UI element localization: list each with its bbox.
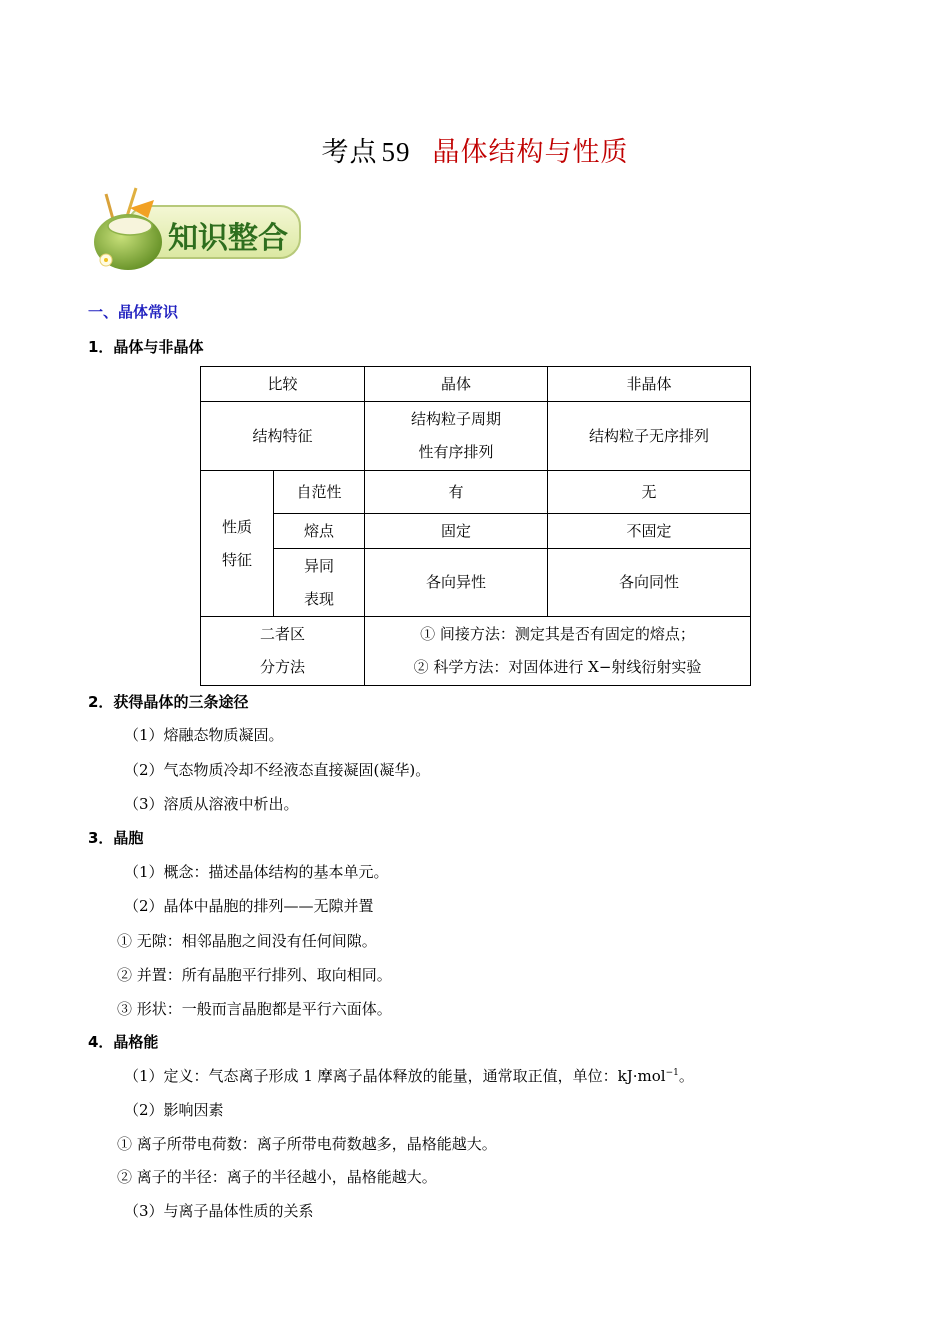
melt-amorphous: 不固定	[548, 514, 751, 549]
title-topic: 晶体结构与性质	[432, 137, 629, 168]
list-item: （3）与离子晶体性质的关系	[124, 1202, 314, 1220]
aniso-amorphous: 各向同性	[548, 549, 751, 617]
list-item: ① 无隙：相邻晶胞之间没有任何间隙。	[117, 932, 377, 950]
header-compare: 比较	[201, 367, 365, 402]
list-item: （2）晶体中晶胞的排列——无隙并置	[124, 897, 374, 915]
header-amorphous: 非晶体	[548, 367, 751, 402]
table-row	[201, 367, 751, 402]
table-row	[201, 471, 751, 514]
self-label: 自范性	[274, 471, 365, 514]
sub1-heading: 1．晶体与非晶体	[88, 338, 204, 356]
distinguish-label-cell	[201, 617, 365, 686]
aniso-label-line1: 异同	[304, 556, 335, 575]
prop-label-cell	[201, 471, 274, 617]
list-item: ② 并置：所有晶胞平行排列、取向相同。	[117, 966, 392, 984]
list-item: （2）影响因素	[124, 1101, 224, 1119]
sub4-heading: 4．晶格能	[88, 1033, 159, 1051]
sub2-heading: 2．获得晶体的三条途径	[88, 693, 249, 711]
method-1: ① 间接方法：测定其是否有固定的熔点；	[420, 625, 695, 643]
method-2: ② 科学方法：对固体进行 X−射线衍射实验	[413, 658, 702, 676]
struct-crystal-cell	[365, 402, 548, 471]
table-row	[201, 617, 751, 686]
list-item: ① 离子所带电荷数：离子所带电荷数越多，晶格能越大。	[117, 1135, 497, 1153]
header-crystal: 晶体	[365, 367, 548, 402]
unit-exponent: −1	[665, 1068, 679, 1078]
struct-amorphous: 结构粒子无序排列	[548, 402, 751, 471]
distinguish-line1: 二者区	[260, 625, 306, 643]
title-number: 59	[381, 137, 411, 167]
melt-crystal: 固定	[365, 514, 548, 549]
knowledge-badge	[88, 186, 308, 276]
page-title	[0, 130, 950, 169]
crystal-comparison-table	[200, 366, 751, 686]
list-item	[124, 1065, 694, 1086]
prop-label-line1: 性质	[221, 517, 252, 536]
aniso-label-line2: 表现	[304, 589, 335, 608]
list-item: （3）溶质从溶液中析出。	[124, 795, 299, 813]
methods-cell	[365, 617, 751, 686]
self-crystal: 有	[365, 471, 548, 514]
list-item: ③ 形状：一般而言晶胞都是平行六面体。	[117, 1000, 392, 1018]
list-item: （2）气态物质冷却不经液态直接凝固(凝华)。	[124, 761, 431, 779]
aniso-label-cell	[274, 549, 365, 617]
self-amorphous: 无	[548, 471, 751, 514]
list-item: （1）熔融态物质凝固。	[124, 726, 284, 744]
definition-end: 。	[678, 1067, 694, 1085]
list-item: ② 离子的半径：离子的半径越小，晶格能越大。	[117, 1168, 437, 1186]
table-row	[201, 549, 751, 617]
struct-crystal-line1: 结构粒子周期	[411, 410, 502, 428]
lattice-definition: （1）定义：气态离子形成 1 摩离子晶体释放的能量，通常取正值，单位：kJ·mol	[124, 1067, 666, 1085]
prop-label-line2: 特征	[221, 550, 252, 569]
table-row	[201, 402, 751, 471]
struct-crystal-line2: 性有序排列	[418, 443, 494, 461]
list-item: （1）概念：描述晶体结构的基本单元。	[124, 863, 389, 881]
struct-label: 结构特征	[201, 402, 365, 471]
melt-label: 熔点	[274, 514, 365, 549]
title-prefix: 考点	[321, 137, 378, 168]
table-row	[201, 514, 751, 549]
aniso-crystal: 各向异性	[365, 549, 548, 617]
coconut-badge-icon	[88, 186, 308, 276]
sub3-heading: 3．晶胞	[88, 829, 144, 847]
badge-label: 知识整合	[168, 221, 288, 256]
section1-heading: 一、晶体常识	[88, 303, 179, 321]
distinguish-line2: 分方法	[260, 658, 306, 676]
